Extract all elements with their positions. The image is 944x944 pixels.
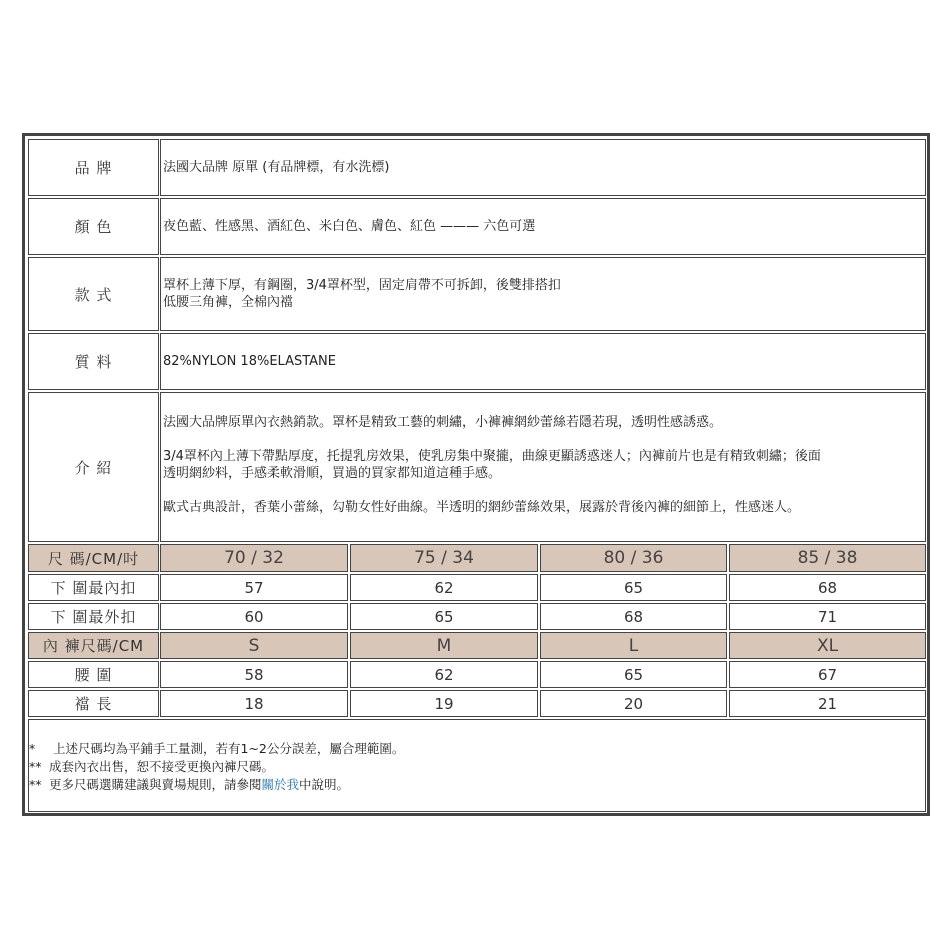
note-2 [29,758,274,776]
table-cell: 19 [350,690,538,717]
panty-size-header-label: 內 褲尺碼/CM [28,632,159,659]
brand-value: 法國大品牌 原單 (有品牌標，有水洗標) [160,139,926,196]
color-label: 顏 色 [28,198,159,255]
note-marker: * [29,741,36,756]
underbust-inner-label: 下 圍最內扣 [28,574,159,601]
brand-label: 品 牌 [28,139,159,196]
panty-size-header: M [350,632,538,659]
table-cell: 68 [729,574,926,601]
note-marker: ** [29,759,42,774]
intro-label: 介 紹 [28,392,159,542]
table-cell: 65 [540,574,727,601]
table-cell: 65 [350,603,538,630]
note-text: 中說明。 [299,777,350,792]
note-marker: ** [29,777,42,792]
table-cell: 62 [350,574,538,601]
table-cell: 20 [540,690,727,717]
panty-size-header: XL [729,632,926,659]
color-value: 夜色藍、性感黑、酒紅色、米白色、膚色、紅色 ——— 六色可選 [160,198,926,255]
table-cell: 65 [540,661,727,688]
panty-size-header: L [540,632,727,659]
about-me-link[interactable]: 關於我 [261,777,300,792]
panty-size-header: S [160,632,348,659]
bra-size-header: 70 / 32 [160,544,348,572]
note-text: 更多尺碼選購建議與賣場規則，請參閱 [49,777,262,792]
table-cell: 62 [350,661,538,688]
intro-paragraph-2b: 透明網紗料，手感柔軟滑順，買過的買家都知道這種手感。 [163,466,502,481]
note-text: 上述尺碼均為平鋪手工量測，若有1~2公分誤差，屬合理範圍。 [52,741,405,756]
intro-value [160,392,926,542]
underbust-outer-label: 下 圍最外扣 [28,603,159,630]
table-cell: 58 [160,661,348,688]
bra-size-header: 75 / 34 [350,544,538,572]
style-value [160,257,926,331]
material-value: 82%NYLON 18%ELASTANE [160,333,926,390]
note-text: 成套內衣出售，恕不接受更換內褲尺碼。 [49,759,275,774]
bra-size-header: 85 / 38 [729,544,926,572]
material-label: 質 料 [28,333,159,390]
style-label: 款 式 [28,257,159,331]
table-cell: 68 [540,603,727,630]
note-3 [29,776,349,794]
bra-size-header: 80 / 36 [540,544,727,572]
note-1 [29,740,404,758]
crotch-length-label: 襠 長 [28,690,159,717]
table-cell: 60 [160,603,348,630]
style-line-1: 罩杯上薄下厚，有鋼圈，3/4罩杯型，固定肩帶不可拆卸，後雙排搭扣 [163,278,561,293]
table-cell: 71 [729,603,926,630]
notes-box [28,719,926,812]
waist-label: 腰 圍 [28,661,159,688]
intro-paragraph-3: 歐式古典設計，香葉小蕾絲，勾勒女性好曲線。半透明的網紗蕾絲效果，展露於背後內褲的細節上，性感迷人。 [163,500,801,515]
table-cell: 57 [160,574,348,601]
intro-paragraph-2a: 3/4罩杯內上薄下帶點厚度，托提乳房效果，使乳房集中聚攏，曲線更顯誘惑迷人；內褲前片也是有精致刺繡；後面 [163,449,821,464]
style-line-2: 低腰三角褲，全棉內襠 [163,295,294,310]
intro-paragraph-1: 法國大品牌原單內衣熱銷款。罩杯是精致工藝的刺繡，小褲褲網紗蕾絲若隱若現，透明性感誘惑。 [163,415,723,430]
bra-size-header-label: 尺 碼/CM/吋 [28,544,159,572]
table-cell: 67 [729,661,926,688]
table-cell: 21 [729,690,926,717]
table-cell: 18 [160,690,348,717]
